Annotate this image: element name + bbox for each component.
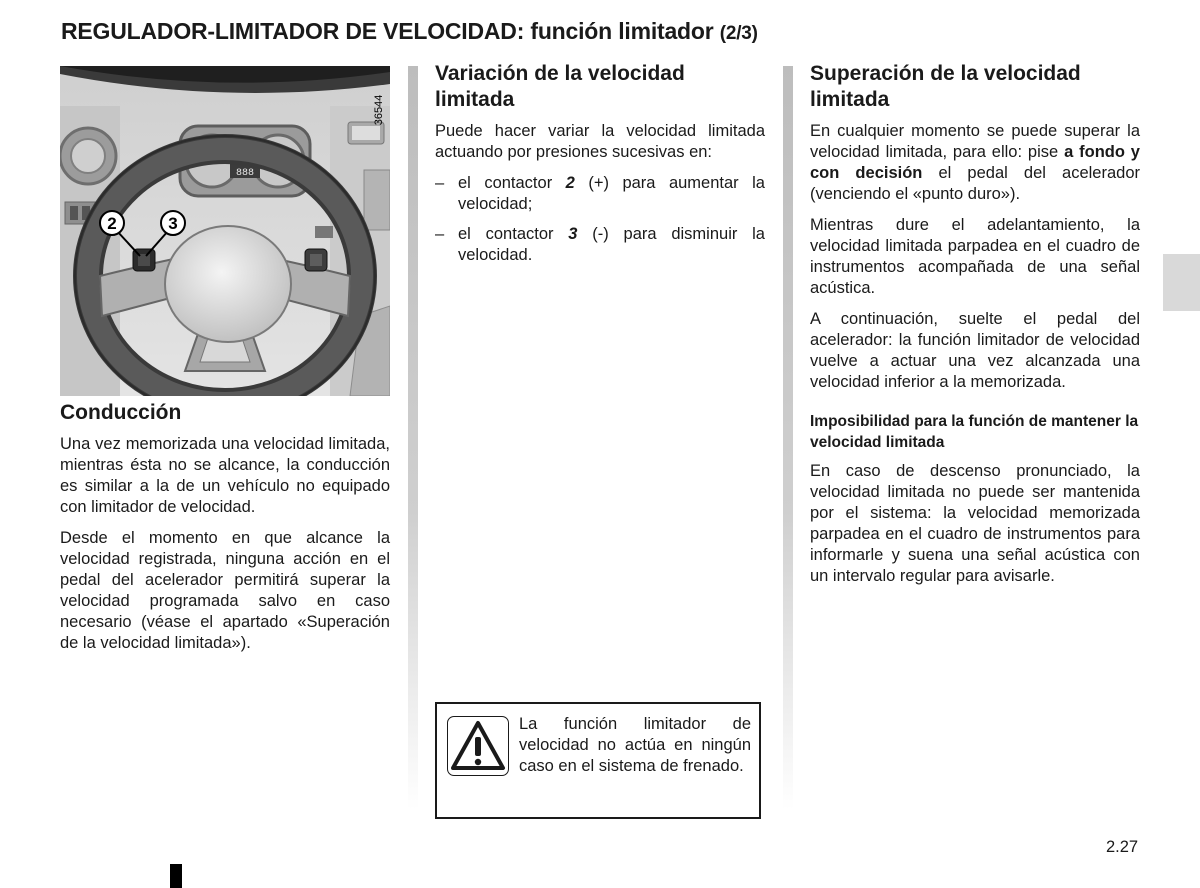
column-divider — [408, 66, 418, 810]
warning-triangle-icon — [447, 716, 509, 776]
paragraph: Mientras dure el adelantamiento, la velocidad limitada parpadea en el cuadro de instrumentos acompañada de una señal acústica. — [810, 216, 1140, 297]
bullet-text: el contactor — [458, 225, 569, 243]
callout-2-label: 2 — [107, 214, 117, 233]
paragraph: En caso de descenso pronunciado, la velocidad limitada no puede ser mantenida por el sistema: la velocidad memorizada parpadea en el cuadro de instrumentos para informarle y suena una señal acústica con un intervalo regular para avisarle. — [810, 462, 1140, 585]
contactor-number: 3 — [568, 225, 578, 243]
bullet-dash: – — [435, 174, 445, 192]
callout-3-label: 3 — [168, 214, 178, 233]
paragraph: Una vez memorizada una velocidad limitada, mientras ésta no se alcance, la conducción es similar a la de un vehículo no equipado con limitador de velocidad. — [60, 435, 390, 516]
callout-2 — [100, 211, 124, 235]
steering-wheel-figure — [60, 66, 390, 396]
callout-3 — [161, 211, 185, 235]
paragraph — [810, 121, 1140, 205]
page-title — [61, 18, 758, 45]
page-number: 2.27 — [1106, 838, 1139, 856]
title-page-of: (2/3) — [719, 23, 758, 44]
paragraph: Desde el momento en que alcance la velocidad registrada, ninguna acción en el pedal del acelerador permitirá superar la velocidad programada salvo en caso necesario (véase el apartado «Superación de la velocidad limitada»). — [60, 529, 390, 652]
bullet-list — [435, 173, 765, 266]
crop-mark — [170, 864, 182, 888]
figure-ref-number: 36544 — [373, 94, 385, 126]
paragraph-text: el pedal del acelerador (venciendo el «punto duro»). — [810, 164, 1140, 203]
column-divider — [783, 66, 793, 810]
bullet-text: para aumentar la velocidad; — [458, 174, 765, 213]
contactor-sign: (+) — [574, 174, 609, 192]
steering-wheel-illustration — [60, 66, 390, 396]
bullet-text: para disminuir la velocidad. — [458, 225, 765, 264]
heading-conduccion: Conducción — [60, 401, 182, 424]
section-variacion — [435, 61, 765, 275]
title-text: REGULADOR-LIMITADOR DE VELOCIDAD: función limitador — [61, 18, 714, 44]
paragraph-text: En cualquier momento se puede superar la velocidad limitada, para ello: pise — [810, 122, 1140, 161]
bullet-text: el contactor — [458, 174, 566, 192]
subheading-imposibilidad: Imposibilidad para la función de mantener la velocidad limitada — [810, 413, 1139, 451]
contactor-number: 2 — [565, 174, 575, 192]
bullet-dash: – — [435, 225, 445, 243]
list-item — [435, 173, 765, 215]
paragraph: Puede hacer variar la velocidad limitada actuando por presiones sucesivas en: — [435, 122, 765, 161]
paragraph: A continuación, suelte el pedal del acelerador: la función limitador de velocidad vuelve a actuar una vez alcanzada una velocidad inferior a la memorizada. — [810, 310, 1140, 391]
warning-box — [435, 702, 761, 819]
list-item — [435, 224, 765, 266]
section-conduccion — [60, 400, 390, 664]
section-superacion — [810, 61, 1140, 597]
display-readout: 888 — [235, 168, 255, 179]
heading-superacion: Superación de la velocidad limitada — [810, 62, 1081, 111]
contactor-sign: (-) — [577, 225, 609, 243]
chapter-tab — [1163, 254, 1200, 311]
heading-variacion: Variación de la velocidad limitada — [435, 62, 685, 111]
warning-text: La función limitador de velocidad no actúa en ningún caso en el sistema de frenado. — [519, 715, 751, 775]
emphasis-text: a fondo y con decisión — [810, 143, 1140, 182]
